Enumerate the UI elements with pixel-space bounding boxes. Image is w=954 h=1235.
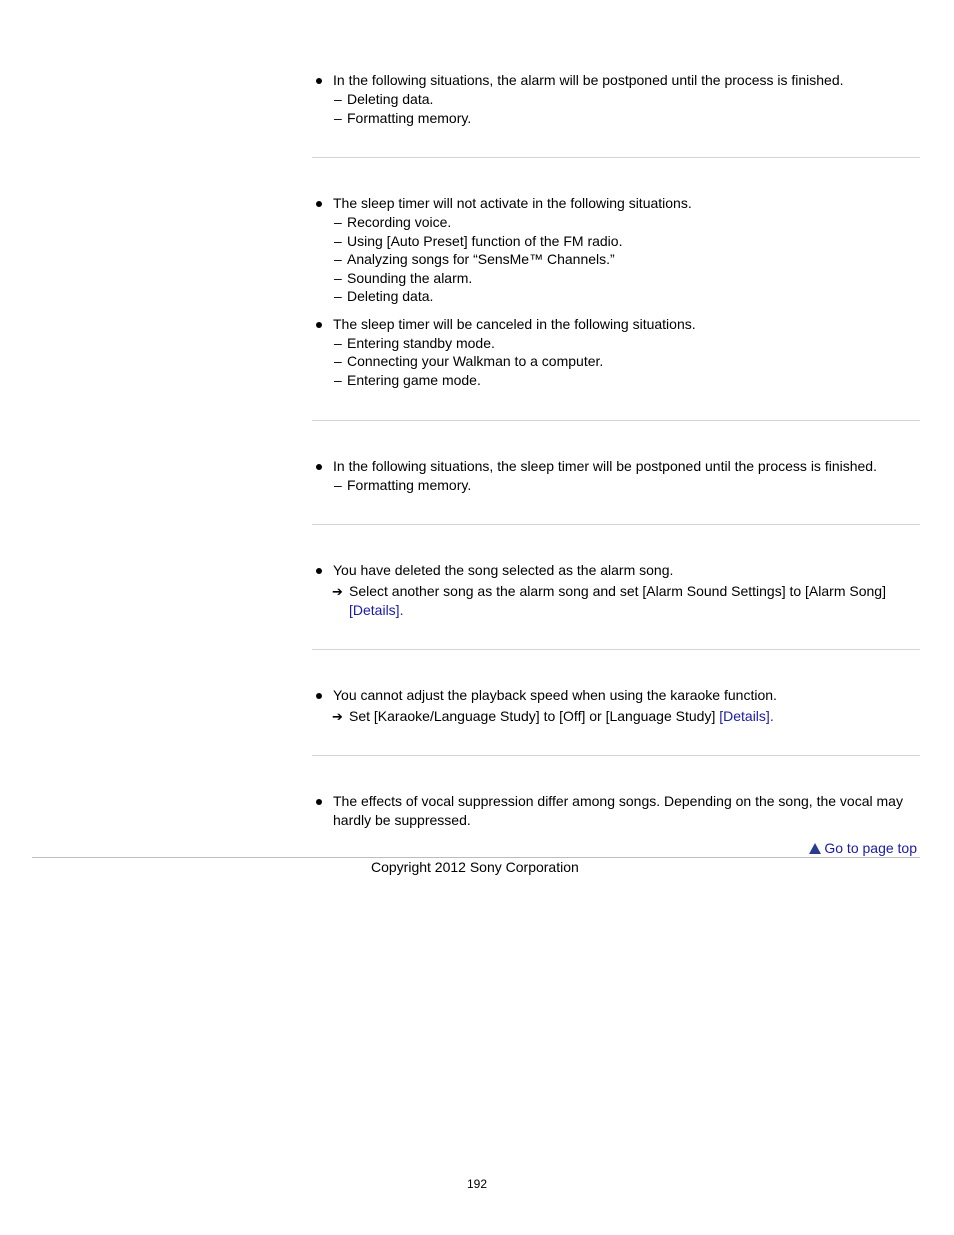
bullet-text: You have deleted the song selected as the alarm song.: [333, 562, 674, 578]
divider: [312, 649, 920, 650]
sub-item: [312, 334, 912, 353]
section-playback-speed: [312, 686, 912, 726]
bullet-text: The sleep timer will not activate in the following situations.: [333, 195, 692, 211]
arrow-right-icon: ➔: [332, 709, 343, 724]
bullet-icon: [316, 322, 322, 328]
bullet-icon: [316, 201, 322, 207]
list-item: [312, 315, 912, 334]
list-item: [312, 71, 912, 90]
dash-icon: –: [334, 269, 342, 286]
dash-icon: –: [334, 477, 342, 493]
go-to-page-top-label: Go to page top: [824, 840, 917, 856]
dash-icon: –: [334, 288, 342, 304]
sub-item-text: Formatting memory.: [347, 477, 472, 493]
action-item: [312, 582, 912, 620]
action-suffix: .: [769, 708, 774, 724]
divider: [312, 157, 920, 158]
sub-item: [312, 90, 912, 109]
details-link[interactable]: [Details]: [349, 602, 400, 618]
dash-icon: –: [334, 371, 342, 388]
bullet-icon: [316, 78, 322, 84]
action-suffix: .: [399, 602, 404, 618]
sub-item: [312, 250, 912, 269]
sub-item-text: Analyzing songs for “SensMe™ Channels.”: [347, 251, 615, 267]
section-alarm-song: [312, 561, 912, 620]
list-item: [312, 457, 912, 476]
sub-item-text: Connecting your Walkman to a computer.: [347, 353, 604, 369]
sub-item-text: Entering standby mode.: [347, 334, 495, 351]
sub-item: [312, 287, 912, 306]
sub-item: [312, 269, 912, 288]
section-sleep-timer: [312, 194, 912, 389]
go-to-page-top-link[interactable]: [809, 839, 917, 857]
list-item: [312, 194, 912, 213]
bullet-text: You cannot adjust the playback speed when using the karaoke function.: [333, 687, 777, 703]
copyright: Copyright 2012 Sony Corporation: [371, 859, 579, 875]
section-vocal-suppression: [312, 792, 912, 830]
arrow-right-icon: ➔: [332, 584, 343, 599]
sub-item-text: Deleting data.: [347, 91, 434, 107]
page-number: 192: [466, 1177, 488, 1191]
dash-icon: –: [334, 334, 342, 351]
dash-icon: –: [334, 109, 342, 126]
bullet-icon: [316, 568, 322, 574]
dash-icon: –: [334, 251, 342, 267]
dash-icon: –: [334, 232, 342, 249]
sub-item-text: Sounding the alarm.: [347, 269, 473, 286]
divider: [312, 524, 920, 525]
action-item: [312, 707, 912, 726]
sub-item: [312, 109, 912, 128]
divider: [312, 420, 920, 421]
sub-item-text: Using [Auto Preset] function of the FM radio.: [347, 232, 623, 249]
bullet-text: The sleep timer will be canceled in the following situations.: [333, 315, 696, 332]
sub-item: [312, 352, 912, 371]
sub-item-text: Recording voice.: [347, 214, 452, 230]
sub-item: [312, 371, 912, 390]
bullet-text: In the following situations, the sleep timer will be postponed until the process is finished.: [333, 458, 877, 474]
details-link[interactable]: [Details]: [719, 708, 770, 724]
bullet-icon: [316, 693, 322, 699]
dash-icon: –: [334, 214, 342, 230]
sub-item-text: Entering game mode.: [347, 371, 481, 388]
sub-item: [312, 213, 912, 232]
action-text: Select another song as the alarm song and set [Alarm Sound Settings] to [Alarm Song]: [349, 583, 886, 599]
action-text: Set [Karaoke/Language Study] to [Off] or [Language Study]: [349, 708, 720, 724]
list-item: [312, 561, 912, 580]
bullet-icon: [316, 464, 322, 470]
bullet-text: The effects of vocal suppression differ among songs. Depending on the song, the vocal may hardly be suppressed.: [333, 793, 903, 828]
sub-item: [312, 232, 912, 251]
up-triangle-icon: [809, 843, 821, 854]
sub-item-text: Deleting data.: [347, 288, 434, 304]
bullet-text: In the following situations, the alarm will be postponed until the process is finished.: [333, 72, 844, 88]
dash-icon: –: [334, 353, 342, 369]
bullet-icon: [316, 799, 322, 805]
section-sleep-timer-postponed: [312, 457, 912, 495]
list-item: [312, 686, 912, 705]
sub-item: [312, 476, 912, 495]
section-alarm-postponed: [312, 71, 912, 127]
sub-item-text: Formatting memory.: [347, 109, 472, 126]
dash-icon: –: [334, 91, 342, 107]
divider: [312, 755, 920, 756]
list-item: [312, 792, 912, 830]
